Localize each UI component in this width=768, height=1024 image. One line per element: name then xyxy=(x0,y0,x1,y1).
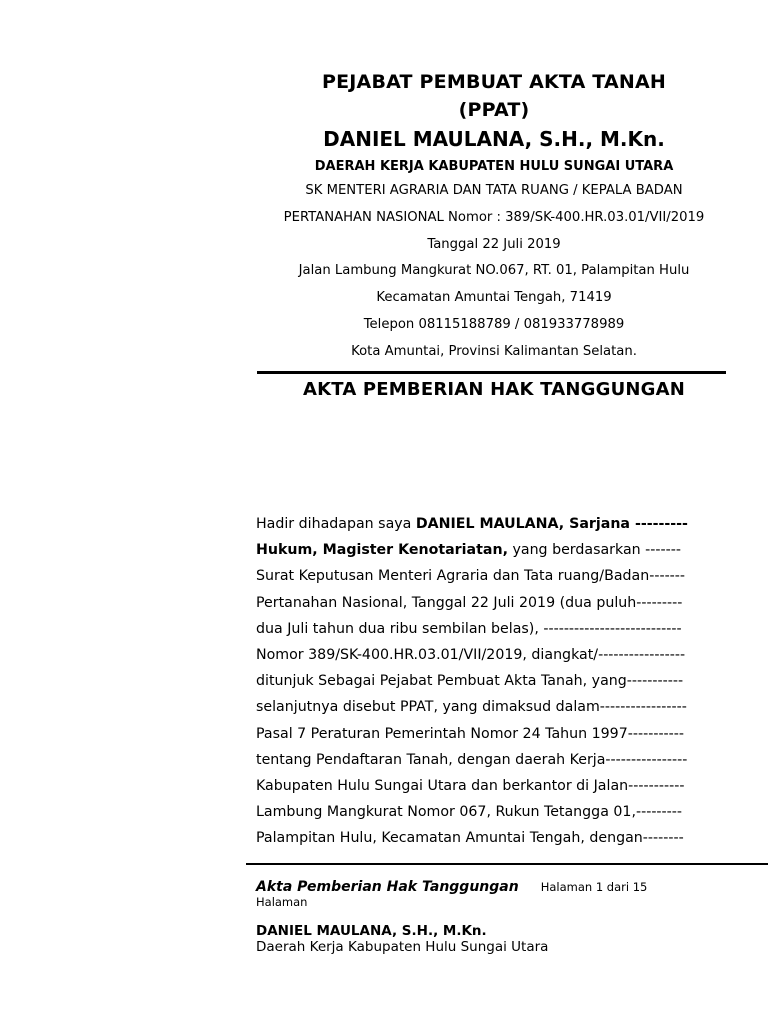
footer-title-row xyxy=(256,876,732,895)
body-line: Surat Keputusan Menteri Agraria dan Tata ruang/Badan------- xyxy=(256,568,686,585)
letterhead xyxy=(256,68,732,366)
letterhead-line: PERTANAHAN NASIONAL Nomor : 389/SK-400.HR.03.01/VII/2019 xyxy=(283,209,705,225)
letterhead-line: Jalan Lambung Mangkurat NO.067, RT. 01, Palampitan Hulu xyxy=(298,263,690,279)
letterhead-line: Telepon 08115188789 / 081933778989 xyxy=(363,316,625,332)
body-line: ditunjuk Sebagai Pejabat Pembuat Akta Tanah, yang----------- xyxy=(256,673,684,690)
page-footer xyxy=(256,876,732,955)
body-line: Palampitan Hulu, Kecamatan Amuntai Tengah, dengan-------- xyxy=(256,830,684,847)
footer-doc-title: Akta Pemberian Hak Tanggungan xyxy=(256,879,519,895)
letterhead-line: Kota Amuntai, Provinsi Kalimantan Selatan. xyxy=(351,343,637,359)
body-line: Lambung Mangkurat Nomor 067, Rukun Tetangga 01,--------- xyxy=(256,804,683,821)
body-line: Kabupaten Hulu Sungai Utara dan berkantor di Jalan----------- xyxy=(256,778,685,795)
office-abbreviation: (PPAT) xyxy=(458,99,530,121)
page-number: Halaman 1 dari 15 xyxy=(540,880,648,894)
body-line: Pertanahan Nasional, Tanggal 22 Juli 2019 (dua puluh--------- xyxy=(256,594,683,611)
body-line xyxy=(256,511,732,537)
office-title: PEJABAT PEMBUAT AKTA TANAH xyxy=(321,71,667,93)
footer-work-area: Daerah Kerja Kabupaten Hulu Sungai Utara xyxy=(256,939,549,955)
body-text: Hadir dihadapan saya xyxy=(256,516,416,532)
body-line: selanjutnya disebut PPAT, yang dimaksud dalam----------------- xyxy=(256,699,687,716)
body-text: yang berdasarkan ------- xyxy=(507,542,682,559)
body-bold-text: DANIEL MAULANA, Sarjana --------- xyxy=(415,516,688,532)
document-body xyxy=(256,511,732,852)
header-divider xyxy=(257,371,726,374)
letterhead-line: Tanggal 22 Juli 2019 xyxy=(427,236,561,252)
footer-official-name: DANIEL MAULANA, S.H., M.Kn. xyxy=(256,923,487,939)
body-line: tentang Pendaftaran Tanah, dengan daerah Kerja---------------- xyxy=(256,751,688,768)
body-line xyxy=(256,537,732,563)
footer-divider xyxy=(246,863,768,865)
document-title: AKTA PEMBERIAN HAK TANGGUNGAN xyxy=(302,379,686,400)
letterhead-line: SK MENTERI AGRARIA DAN TATA RUANG / KEPALA BADAN xyxy=(305,183,683,198)
body-line: Nomor 389/SK-400.HR.03.01/VII/2019, diangkat/----------------- xyxy=(256,647,686,664)
letterhead-line: Kecamatan Amuntai Tengah, 71419 xyxy=(376,290,612,306)
body-bold-text: Hukum, Magister Kenotariatan, xyxy=(256,542,508,559)
official-name: DANIEL MAULANA, S.H., M.Kn. xyxy=(323,127,665,151)
body-line: dua Juli tahun dua ribu sembilan belas), --------------------------- xyxy=(256,620,682,637)
body-line: Pasal 7 Peraturan Pemerintah Nomor 24 Tahun 1997----------- xyxy=(256,725,685,742)
work-area: DAERAH KERJA KABUPATEN HULU SUNGAI UTARA xyxy=(314,159,674,174)
page-number-continued: Halaman xyxy=(256,895,308,909)
